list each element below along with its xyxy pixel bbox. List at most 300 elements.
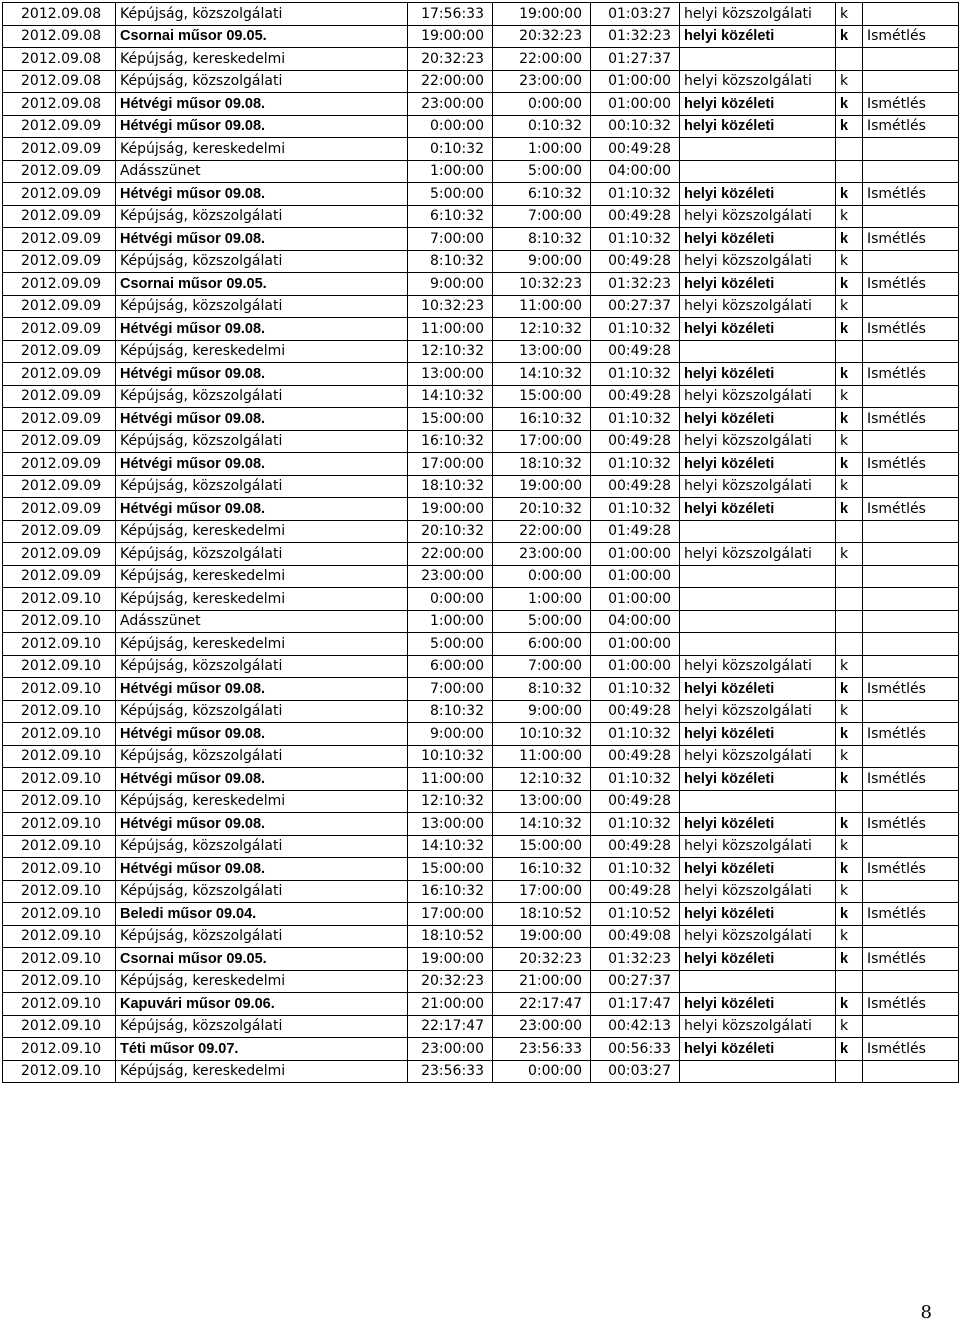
note-cell: Ismétlés xyxy=(863,858,959,881)
duration-cell: 00:49:28 xyxy=(591,835,680,858)
end-time-cell: 22:17:47 xyxy=(493,993,591,1016)
flag-cell: k xyxy=(836,723,863,746)
flag-cell: k xyxy=(836,498,863,521)
table-row xyxy=(3,70,959,93)
start-time-cell: 19:00:00 xyxy=(408,25,493,48)
note-cell xyxy=(863,48,959,71)
program-type-cell: helyi közszolgálati xyxy=(680,250,836,273)
duration-cell: 01:10:32 xyxy=(591,678,680,701)
start-time-cell: 11:00:00 xyxy=(408,318,493,341)
start-time-cell: 21:00:00 xyxy=(408,993,493,1016)
end-time-cell: 1:00:00 xyxy=(493,588,591,611)
date-cell: 2012.09.09 xyxy=(3,565,116,588)
end-time-cell: 8:10:32 xyxy=(493,228,591,251)
duration-cell: 00:27:37 xyxy=(591,970,680,993)
note-cell xyxy=(863,1015,959,1038)
table-row xyxy=(3,93,959,116)
flag-cell xyxy=(836,588,863,611)
flag-cell: k xyxy=(836,250,863,273)
program-cell: Képújság, kereskedelmi xyxy=(116,790,408,813)
program-type-cell: helyi közéleti xyxy=(680,858,836,881)
note-cell xyxy=(863,430,959,453)
flag-cell: k xyxy=(836,813,863,836)
end-time-cell: 12:10:32 xyxy=(493,318,591,341)
duration-cell: 00:27:37 xyxy=(591,295,680,318)
flag-cell: k xyxy=(836,880,863,903)
date-cell: 2012.09.10 xyxy=(3,1015,116,1038)
start-time-cell: 9:00:00 xyxy=(408,723,493,746)
start-time-cell: 13:00:00 xyxy=(408,363,493,386)
table-row xyxy=(3,880,959,903)
note-cell xyxy=(863,138,959,161)
table-row xyxy=(3,858,959,881)
table-row xyxy=(3,318,959,341)
table-row xyxy=(3,115,959,138)
flag-cell xyxy=(836,340,863,363)
program-cell: Képújság, közszolgálati xyxy=(116,475,408,498)
date-cell: 2012.09.09 xyxy=(3,228,116,251)
duration-cell: 01:10:32 xyxy=(591,723,680,746)
table-row xyxy=(3,768,959,791)
end-time-cell: 9:00:00 xyxy=(493,700,591,723)
date-cell: 2012.09.09 xyxy=(3,340,116,363)
program-type-cell: helyi közszolgálati xyxy=(680,880,836,903)
note-cell xyxy=(863,295,959,318)
flag-cell: k xyxy=(836,768,863,791)
program-cell: Csornai műsor 09.05. xyxy=(116,25,408,48)
end-time-cell: 7:00:00 xyxy=(493,655,591,678)
program-cell: Képújság, közszolgálati xyxy=(116,1015,408,1038)
date-cell: 2012.09.09 xyxy=(3,430,116,453)
note-cell: Ismétlés xyxy=(863,25,959,48)
end-time-cell: 0:00:00 xyxy=(493,93,591,116)
date-cell: 2012.09.09 xyxy=(3,115,116,138)
start-time-cell: 17:56:33 xyxy=(408,3,493,26)
end-time-cell: 6:10:32 xyxy=(493,183,591,206)
note-cell xyxy=(863,925,959,948)
program-cell: Hétvégi műsor 09.08. xyxy=(116,678,408,701)
end-time-cell: 10:10:32 xyxy=(493,723,591,746)
date-cell: 2012.09.08 xyxy=(3,70,116,93)
duration-cell: 01:00:00 xyxy=(591,543,680,566)
start-time-cell: 10:10:32 xyxy=(408,745,493,768)
end-time-cell: 20:32:23 xyxy=(493,948,591,971)
program-type-cell: helyi közszolgálati xyxy=(680,655,836,678)
program-cell: Hétvégi műsor 09.08. xyxy=(116,228,408,251)
program-type-cell: helyi közszolgálati xyxy=(680,205,836,228)
duration-cell: 01:10:32 xyxy=(591,183,680,206)
table-row xyxy=(3,1015,959,1038)
end-time-cell: 23:56:33 xyxy=(493,1038,591,1061)
table-row xyxy=(3,3,959,26)
end-time-cell: 17:00:00 xyxy=(493,430,591,453)
start-time-cell: 17:00:00 xyxy=(408,453,493,476)
program-type-cell: helyi közéleti xyxy=(680,453,836,476)
start-time-cell: 0:10:32 xyxy=(408,138,493,161)
end-time-cell: 19:00:00 xyxy=(493,3,591,26)
date-cell: 2012.09.09 xyxy=(3,183,116,206)
program-type-cell xyxy=(680,633,836,656)
end-time-cell: 20:32:23 xyxy=(493,25,591,48)
table-row xyxy=(3,430,959,453)
program-cell: Hétvégi műsor 09.08. xyxy=(116,115,408,138)
program-cell: Képújság, közszolgálati xyxy=(116,835,408,858)
table-row xyxy=(3,588,959,611)
program-cell: Képújság, közszolgálati xyxy=(116,385,408,408)
duration-cell: 01:10:32 xyxy=(591,498,680,521)
table-row xyxy=(3,565,959,588)
date-cell: 2012.09.09 xyxy=(3,295,116,318)
date-cell: 2012.09.10 xyxy=(3,678,116,701)
start-time-cell: 13:00:00 xyxy=(408,813,493,836)
program-type-cell: helyi közéleti xyxy=(680,408,836,431)
date-cell: 2012.09.09 xyxy=(3,273,116,296)
date-cell: 2012.09.08 xyxy=(3,48,116,71)
duration-cell: 00:42:13 xyxy=(591,1015,680,1038)
table-row xyxy=(3,745,959,768)
flag-cell: k xyxy=(836,408,863,431)
start-time-cell: 23:00:00 xyxy=(408,565,493,588)
date-cell: 2012.09.10 xyxy=(3,993,116,1016)
end-time-cell: 0:00:00 xyxy=(493,565,591,588)
date-cell: 2012.09.08 xyxy=(3,25,116,48)
start-time-cell: 1:00:00 xyxy=(408,610,493,633)
end-time-cell: 5:00:00 xyxy=(493,160,591,183)
program-type-cell: helyi közéleti xyxy=(680,25,836,48)
duration-cell: 00:10:32 xyxy=(591,115,680,138)
end-time-cell: 16:10:32 xyxy=(493,408,591,431)
note-cell: Ismétlés xyxy=(863,498,959,521)
program-type-cell xyxy=(680,138,836,161)
note-cell xyxy=(863,610,959,633)
table-row xyxy=(3,205,959,228)
start-time-cell: 14:10:32 xyxy=(408,835,493,858)
duration-cell: 01:10:32 xyxy=(591,408,680,431)
start-time-cell: 10:32:23 xyxy=(408,295,493,318)
start-time-cell: 12:10:32 xyxy=(408,340,493,363)
end-time-cell: 1:00:00 xyxy=(493,138,591,161)
note-cell xyxy=(863,250,959,273)
table-row xyxy=(3,363,959,386)
date-cell: 2012.09.10 xyxy=(3,1038,116,1061)
start-time-cell: 20:32:23 xyxy=(408,970,493,993)
start-time-cell: 5:00:00 xyxy=(408,633,493,656)
start-time-cell: 7:00:00 xyxy=(408,678,493,701)
duration-cell: 01:03:27 xyxy=(591,3,680,26)
note-cell xyxy=(863,160,959,183)
end-time-cell: 14:10:32 xyxy=(493,363,591,386)
end-time-cell: 8:10:32 xyxy=(493,678,591,701)
duration-cell: 01:10:52 xyxy=(591,903,680,926)
program-type-cell: helyi közszolgálati xyxy=(680,1015,836,1038)
date-cell: 2012.09.09 xyxy=(3,205,116,228)
table-row xyxy=(3,543,959,566)
start-time-cell: 6:10:32 xyxy=(408,205,493,228)
program-cell: Képújság, közszolgálati xyxy=(116,295,408,318)
date-cell: 2012.09.09 xyxy=(3,475,116,498)
table-row xyxy=(3,273,959,296)
program-type-cell xyxy=(680,160,836,183)
duration-cell: 00:56:33 xyxy=(591,1038,680,1061)
program-type-cell: helyi közéleti xyxy=(680,723,836,746)
flag-cell xyxy=(836,138,863,161)
start-time-cell: 12:10:32 xyxy=(408,790,493,813)
date-cell: 2012.09.09 xyxy=(3,453,116,476)
start-time-cell: 23:56:33 xyxy=(408,1060,493,1083)
note-cell: Ismétlés xyxy=(863,273,959,296)
program-type-cell: helyi közszolgálati xyxy=(680,925,836,948)
program-type-cell xyxy=(680,340,836,363)
program-type-cell: helyi közszolgálati xyxy=(680,475,836,498)
start-time-cell: 6:00:00 xyxy=(408,655,493,678)
program-type-cell: helyi közéleti xyxy=(680,498,836,521)
start-time-cell: 18:10:52 xyxy=(408,925,493,948)
program-type-cell: helyi közéleti xyxy=(680,183,836,206)
program-type-cell: helyi közéleti xyxy=(680,768,836,791)
date-cell: 2012.09.09 xyxy=(3,543,116,566)
note-cell xyxy=(863,565,959,588)
program-type-cell: helyi közszolgálati xyxy=(680,295,836,318)
date-cell: 2012.09.10 xyxy=(3,768,116,791)
duration-cell: 01:00:00 xyxy=(591,633,680,656)
note-cell: Ismétlés xyxy=(863,183,959,206)
program-type-cell: helyi közszolgálati xyxy=(680,3,836,26)
duration-cell: 01:10:32 xyxy=(591,768,680,791)
program-cell: Képújság, közszolgálati xyxy=(116,250,408,273)
end-time-cell: 23:00:00 xyxy=(493,1015,591,1038)
program-type-cell: helyi közéleti xyxy=(680,993,836,1016)
table-row xyxy=(3,835,959,858)
table-row xyxy=(3,183,959,206)
flag-cell: k xyxy=(836,475,863,498)
start-time-cell: 8:10:32 xyxy=(408,700,493,723)
note-cell: Ismétlés xyxy=(863,115,959,138)
program-cell: Képújság, kereskedelmi xyxy=(116,565,408,588)
duration-cell: 00:49:28 xyxy=(591,250,680,273)
end-time-cell: 23:00:00 xyxy=(493,543,591,566)
end-time-cell: 22:00:00 xyxy=(493,520,591,543)
flag-cell: k xyxy=(836,678,863,701)
table-row xyxy=(3,970,959,993)
table-row xyxy=(3,948,959,971)
note-cell xyxy=(863,655,959,678)
start-time-cell: 0:00:00 xyxy=(408,588,493,611)
note-cell xyxy=(863,790,959,813)
duration-cell: 00:49:28 xyxy=(591,790,680,813)
flag-cell: k xyxy=(836,948,863,971)
start-time-cell: 23:00:00 xyxy=(408,93,493,116)
note-cell: Ismétlés xyxy=(863,723,959,746)
program-type-cell: helyi közéleti xyxy=(680,363,836,386)
end-time-cell: 22:00:00 xyxy=(493,48,591,71)
note-cell: Ismétlés xyxy=(863,228,959,251)
duration-cell: 01:10:32 xyxy=(591,453,680,476)
start-time-cell: 15:00:00 xyxy=(408,408,493,431)
date-cell: 2012.09.09 xyxy=(3,250,116,273)
duration-cell: 01:17:47 xyxy=(591,993,680,1016)
end-time-cell: 23:00:00 xyxy=(493,70,591,93)
date-cell: 2012.09.09 xyxy=(3,138,116,161)
note-cell: Ismétlés xyxy=(863,1038,959,1061)
duration-cell: 01:32:23 xyxy=(591,25,680,48)
program-type-cell xyxy=(680,520,836,543)
table-row xyxy=(3,340,959,363)
flag-cell: k xyxy=(836,655,863,678)
end-time-cell: 19:00:00 xyxy=(493,475,591,498)
program-cell: Csornai műsor 09.05. xyxy=(116,948,408,971)
note-cell xyxy=(863,70,959,93)
table-row xyxy=(3,295,959,318)
table-row xyxy=(3,48,959,71)
program-cell: Képújság, közszolgálati xyxy=(116,880,408,903)
program-cell: Téti műsor 09.07. xyxy=(116,1038,408,1061)
end-time-cell: 5:00:00 xyxy=(493,610,591,633)
flag-cell xyxy=(836,633,863,656)
table-row xyxy=(3,993,959,1016)
program-type-cell xyxy=(680,970,836,993)
duration-cell: 00:49:28 xyxy=(591,700,680,723)
end-time-cell: 16:10:32 xyxy=(493,858,591,881)
date-cell: 2012.09.09 xyxy=(3,363,116,386)
duration-cell: 00:49:08 xyxy=(591,925,680,948)
note-cell: Ismétlés xyxy=(863,408,959,431)
flag-cell: k xyxy=(836,903,863,926)
note-cell xyxy=(863,475,959,498)
note-cell xyxy=(863,970,959,993)
start-time-cell: 11:00:00 xyxy=(408,768,493,791)
program-cell: Hétvégi műsor 09.08. xyxy=(116,453,408,476)
table-row xyxy=(3,813,959,836)
duration-cell: 01:10:32 xyxy=(591,363,680,386)
table-row xyxy=(3,228,959,251)
end-time-cell: 0:10:32 xyxy=(493,115,591,138)
flag-cell xyxy=(836,565,863,588)
flag-cell xyxy=(836,520,863,543)
note-cell xyxy=(863,520,959,543)
program-type-cell: helyi közszolgálati xyxy=(680,745,836,768)
flag-cell: k xyxy=(836,745,863,768)
duration-cell: 01:32:23 xyxy=(591,273,680,296)
table-row xyxy=(3,408,959,431)
page-number: 8 xyxy=(920,1302,932,1323)
program-cell: Képújság, közszolgálati xyxy=(116,430,408,453)
duration-cell: 01:49:28 xyxy=(591,520,680,543)
date-cell: 2012.09.09 xyxy=(3,520,116,543)
note-cell xyxy=(863,745,959,768)
end-time-cell: 20:10:32 xyxy=(493,498,591,521)
start-time-cell: 15:00:00 xyxy=(408,858,493,881)
date-cell: 2012.09.09 xyxy=(3,385,116,408)
duration-cell: 01:10:32 xyxy=(591,858,680,881)
program-type-cell xyxy=(680,565,836,588)
duration-cell: 01:00:00 xyxy=(591,70,680,93)
program-type-cell xyxy=(680,48,836,71)
start-time-cell: 19:00:00 xyxy=(408,948,493,971)
program-cell: Hétvégi műsor 09.08. xyxy=(116,408,408,431)
table-row xyxy=(3,655,959,678)
duration-cell: 00:49:28 xyxy=(591,880,680,903)
program-cell: Képújság, kereskedelmi xyxy=(116,1060,408,1083)
end-time-cell: 13:00:00 xyxy=(493,790,591,813)
note-cell xyxy=(863,3,959,26)
program-cell: Hétvégi műsor 09.08. xyxy=(116,768,408,791)
start-time-cell: 1:00:00 xyxy=(408,160,493,183)
duration-cell: 01:00:00 xyxy=(591,655,680,678)
program-type-cell: helyi közéleti xyxy=(680,93,836,116)
program-cell: Képújság, kereskedelmi xyxy=(116,588,408,611)
note-cell: Ismétlés xyxy=(863,948,959,971)
program-type-cell: helyi közszolgálati xyxy=(680,700,836,723)
date-cell: 2012.09.10 xyxy=(3,633,116,656)
end-time-cell: 19:00:00 xyxy=(493,925,591,948)
note-cell xyxy=(863,588,959,611)
start-time-cell: 16:10:32 xyxy=(408,880,493,903)
note-cell xyxy=(863,835,959,858)
flag-cell: k xyxy=(836,295,863,318)
duration-cell: 00:49:28 xyxy=(591,385,680,408)
note-cell: Ismétlés xyxy=(863,993,959,1016)
start-time-cell: 5:00:00 xyxy=(408,183,493,206)
program-cell: Képújság, közszolgálati xyxy=(116,745,408,768)
end-time-cell: 6:00:00 xyxy=(493,633,591,656)
date-cell: 2012.09.09 xyxy=(3,498,116,521)
end-time-cell: 11:00:00 xyxy=(493,745,591,768)
table-row xyxy=(3,790,959,813)
start-time-cell: 20:10:32 xyxy=(408,520,493,543)
program-cell: Hétvégi műsor 09.08. xyxy=(116,183,408,206)
flag-cell xyxy=(836,970,863,993)
table-row xyxy=(3,475,959,498)
program-cell: Hétvégi műsor 09.08. xyxy=(116,498,408,521)
note-cell xyxy=(863,205,959,228)
program-type-cell: helyi közéleti xyxy=(680,228,836,251)
table-row xyxy=(3,498,959,521)
program-cell: Képújság, közszolgálati xyxy=(116,700,408,723)
start-time-cell: 17:00:00 xyxy=(408,903,493,926)
table-row xyxy=(3,723,959,746)
end-time-cell: 15:00:00 xyxy=(493,835,591,858)
end-time-cell: 11:00:00 xyxy=(493,295,591,318)
duration-cell: 01:32:23 xyxy=(591,948,680,971)
start-time-cell: 22:00:00 xyxy=(408,543,493,566)
program-cell: Képújság, kereskedelmi xyxy=(116,520,408,543)
start-time-cell: 19:00:00 xyxy=(408,498,493,521)
flag-cell: k xyxy=(836,453,863,476)
flag-cell: k xyxy=(836,543,863,566)
program-cell: Hétvégi műsor 09.08. xyxy=(116,318,408,341)
duration-cell: 01:00:00 xyxy=(591,588,680,611)
flag-cell: k xyxy=(836,70,863,93)
date-cell: 2012.09.10 xyxy=(3,970,116,993)
program-cell: Képújság, kereskedelmi xyxy=(116,138,408,161)
flag-cell: k xyxy=(836,205,863,228)
end-time-cell: 10:32:23 xyxy=(493,273,591,296)
program-type-cell: helyi közéleti xyxy=(680,813,836,836)
flag-cell: k xyxy=(836,993,863,1016)
duration-cell: 00:49:28 xyxy=(591,475,680,498)
program-type-cell: helyi közéleti xyxy=(680,903,836,926)
program-type-cell: helyi közszolgálati xyxy=(680,835,836,858)
date-cell: 2012.09.08 xyxy=(3,3,116,26)
program-cell: Adásszünet xyxy=(116,160,408,183)
program-cell: Csornai műsor 09.05. xyxy=(116,273,408,296)
table-row xyxy=(3,678,959,701)
date-cell: 2012.09.10 xyxy=(3,948,116,971)
start-time-cell: 20:32:23 xyxy=(408,48,493,71)
flag-cell: k xyxy=(836,115,863,138)
program-type-cell: helyi közéleti xyxy=(680,1038,836,1061)
note-cell: Ismétlés xyxy=(863,903,959,926)
